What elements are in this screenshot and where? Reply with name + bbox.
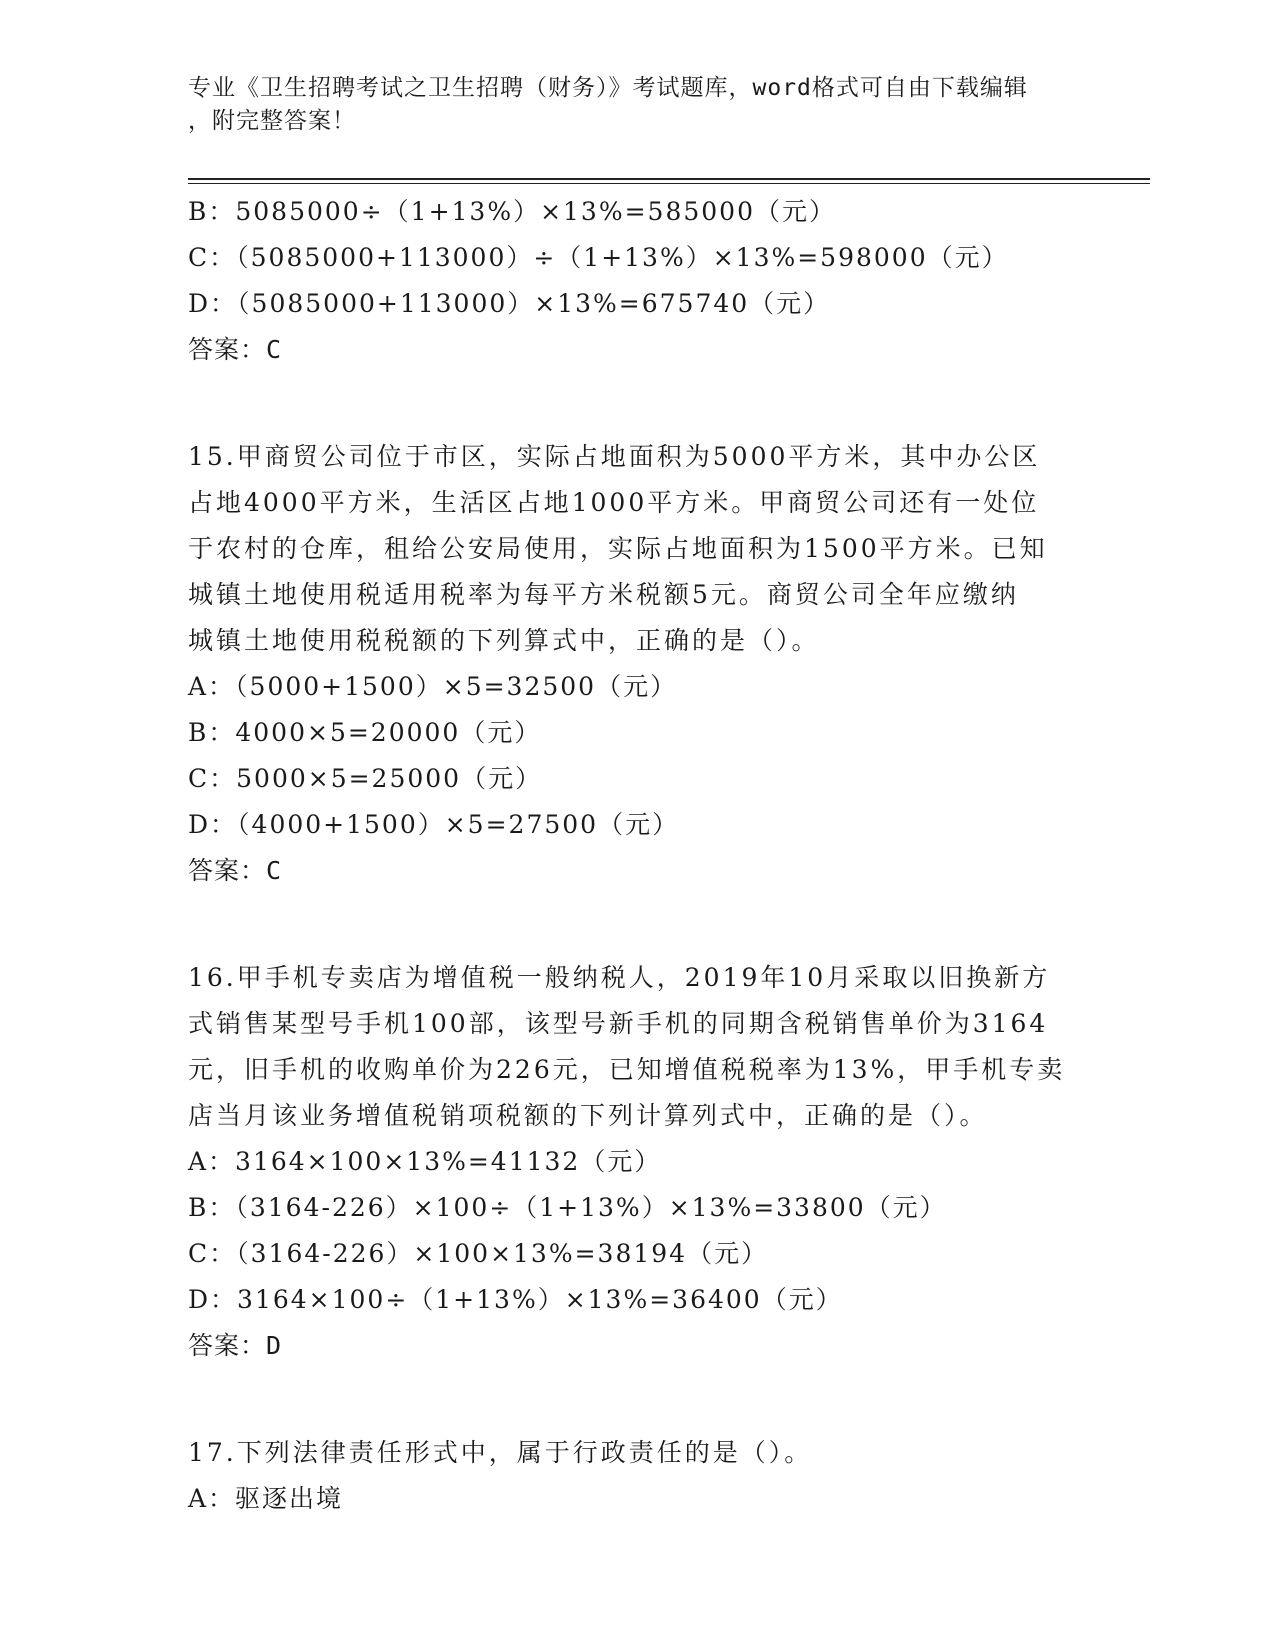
q14-answer: 答案：C xyxy=(188,335,283,364)
q17-option-a: A：驱逐出境 xyxy=(188,1484,344,1513)
q15-stem-line: 城镇土地使用税税额的下列算式中，正确的是（）。 xyxy=(188,626,820,655)
q17-stem-line: 17.下列法律责任形式中，属于行政责任的是（）。 xyxy=(188,1438,813,1467)
spacer xyxy=(188,894,1088,955)
q16-option-b: B：（3164-226）×100÷（1+13%）×13%=33800（元） xyxy=(188,1193,947,1222)
q16-option-a: A：3164×100×13%=41132（元） xyxy=(188,1147,662,1176)
q16-stem xyxy=(188,955,1088,1139)
q16-stem-line: 16.甲手机专卖店为增值税一般纳税人，2019年10月采取以旧换新方 xyxy=(188,963,1051,992)
document-header xyxy=(188,72,1088,138)
q15-stem-line: 占地4000平方米，生活区占地1000平方米。甲商贸公司还有一处位 xyxy=(188,488,1040,517)
header-line-2: ，附完整答案！ xyxy=(188,108,356,134)
q15-option-a: A：（5000+1500）×5=32500（元） xyxy=(188,672,678,701)
question-16 xyxy=(188,955,1088,1369)
question-content xyxy=(188,189,1088,1522)
q16-answer: 答案：D xyxy=(188,1331,283,1360)
spacer xyxy=(188,1369,1088,1430)
q15-option-d: D：（4000+1500）×5=27500（元） xyxy=(188,810,680,839)
header-divider-thin xyxy=(188,183,1150,184)
q16-option-d: D：3164×100÷（1+13%）×13%=36400（元） xyxy=(188,1285,843,1314)
q16-stem-line: 式销售某型号手机100部，该型号新手机的同期含税销售单价为3164 xyxy=(188,1009,1049,1038)
question-15 xyxy=(188,434,1088,894)
q14-option-d: D：（5085000+113000）×13%=675740（元） xyxy=(188,289,831,318)
q16-stem-line: 店当月该业务增值税销项税额的下列计算列式中，正确的是（）。 xyxy=(188,1101,988,1130)
question-14-tail xyxy=(188,189,1088,373)
q15-option-b: B：4000×5=20000（元） xyxy=(188,718,542,747)
q15-stem-line: 15.甲商贸公司位于市区，实际占地面积为5000平方米，其中办公区 xyxy=(188,442,1041,471)
q17-stem xyxy=(188,1430,1088,1476)
q16-option-c: C：（3164-226）×100×13%=38194（元） xyxy=(188,1239,769,1268)
header-line-1: 专业《卫生招聘考试之卫生招聘（财务）》考试题库，word格式可自由下载编辑 xyxy=(188,75,1028,101)
q15-stem-line: 于农村的仓库，租给公安局使用，实际占地面积为1500平方米。已知 xyxy=(188,534,1048,563)
q15-option-c: C：5000×5=25000（元） xyxy=(188,764,543,793)
q16-stem-line: 元，旧手机的收购单价为226元，已知增值税税率为13%，甲手机专卖 xyxy=(188,1055,1066,1084)
q15-answer: 答案：C xyxy=(188,856,283,885)
q15-stem-line: 城镇土地使用税适用税率为每平方米税额5元。商贸公司全年应缴纳 xyxy=(188,580,1019,609)
q14-option-b: B：5085000÷（1+13%）×13%=585000（元） xyxy=(188,197,836,226)
q14-option-c: C：（5085000+113000）÷（1+13%）×13%=598000（元） xyxy=(188,243,1009,272)
question-17 xyxy=(188,1430,1088,1522)
spacer xyxy=(188,373,1088,434)
q15-stem xyxy=(188,434,1088,664)
header-divider-thick xyxy=(188,178,1150,180)
